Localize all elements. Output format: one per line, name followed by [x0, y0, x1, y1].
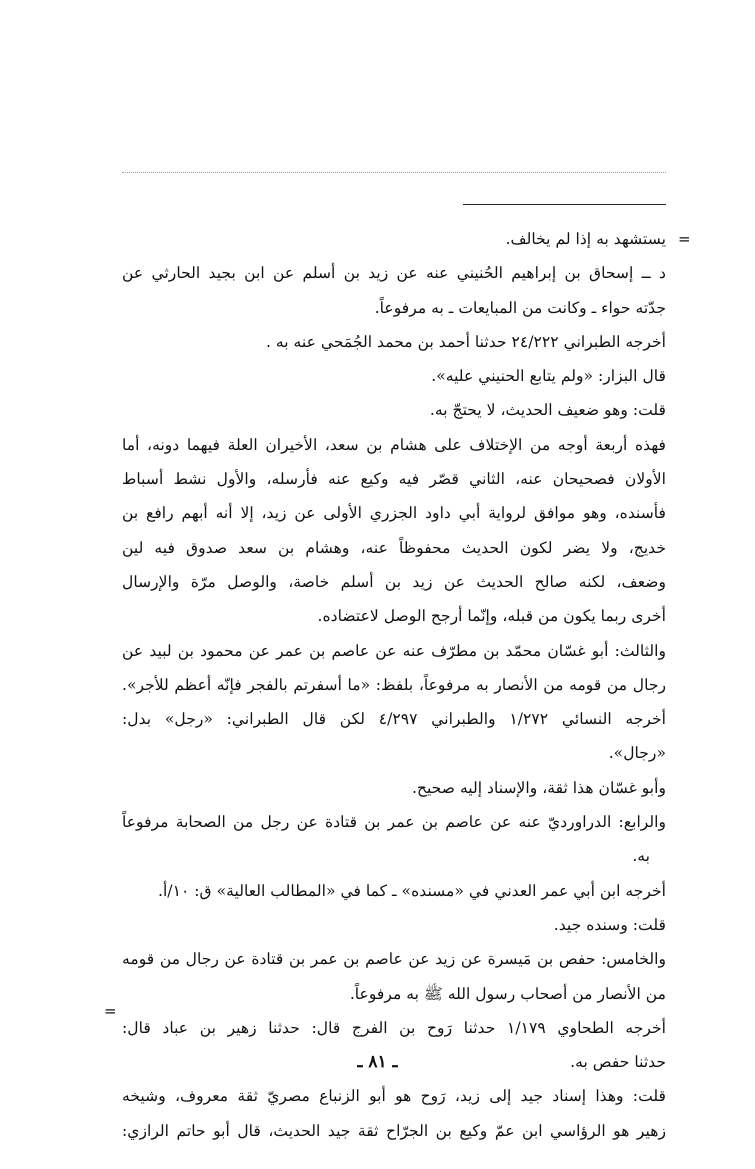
- text-line-24: أخرجه الطحاوي ١/١٧٩ حدثنا رَوح بن الفرج قال: حدثنا زهير بن عباد قال:: [122, 1018, 666, 1037]
- continuation-mark-start: =: [678, 230, 691, 248]
- text-line-18: والرابع: الدراورديّ عنه عن عاصم بن عمر بن قتادة عن رجل من الصحابة مرفوعاً: [122, 813, 666, 832]
- text-line-4: أخرجه الطبراني ٢٤/٢٢٢ حدثنا أحمد بن محمد الجُمَحي عنه به .: [265, 332, 666, 351]
- page-number: ـ ٨١ ـ: [357, 1052, 398, 1072]
- text-line-6: قلت: وهو ضعيف الحديث، لا يحتجّ به.: [429, 401, 666, 420]
- text-line-25: حدثنا حفص به.: [570, 1053, 666, 1072]
- text-line-22: والخامس: حفص بن مَيسرة عن زيد عن عاصم بن عمر بن قتادة عن رجال من قومه: [122, 950, 666, 969]
- text-line-21: قلت: وسنده جيد.: [553, 915, 666, 934]
- text-line-9: فأسنده، وهو موافق لرواية أبي داود الجزري الأولى عن زيد، إلا أنه أبهم رافع بن: [122, 504, 666, 523]
- text-line-17: وأبو غسّان هذا ثقة، والإسناد إليه صحيح.: [411, 778, 666, 797]
- footnote-text-block: [122, 222, 666, 1148]
- text-line-3: جدّته حواء ـ وكانت من المبايعات ـ به مرفوعاً.: [374, 298, 666, 317]
- text-line-19: به.: [632, 847, 650, 866]
- text-line-26: قلت: وهذا إسناد جيد إلى زيد، رَوح هو أبو الزنباع مصريّ ثقة معروف، وشيخه: [122, 1087, 666, 1106]
- text-line-2: د ــ إسحاق بن إبراهيم الحُنيني عنه عن زيد بن أسلم عن ابن بجيد الحارثي عن: [122, 264, 666, 283]
- text-line-7: فهذه أربعة أوجه من الإختلاف على هشام بن سعد، الأخيران العلة فيهما دونه، أما: [122, 435, 666, 454]
- text-line-13: والثالث: أبو غسّان محمّد بن مطرّف عنه عن عاصم بن عمر عن محمود بن لبيد عن: [122, 641, 666, 660]
- text-line-5: قال البزار: «ولم يتابع الحنيني عليه».: [431, 367, 666, 386]
- text-line-10: خديج، ولا يضر لكون الحديث محفوظاً عنه، وهشام بن سعد صدوق فيه لين: [122, 538, 666, 557]
- text-line-8: الأولان فصحيحان عنه، الثاني قصّر فيه وكيع عنه فأرسله، والأول نشط أسباط: [122, 470, 666, 489]
- text-line-14: رجال من قومه من الأنصار به مرفوعاً، بلفظ: «ما أسفرتم بالفجر فإنّه أعظم للأجر».: [122, 675, 666, 694]
- text-line-11: وضعف، لكنه صالح الحديث عن زيد بن أسلم خاصة، والوصل مرّة والإرسال: [122, 572, 666, 591]
- text-line-23: من الأنصار من أصحاب رسول الله ﷺ به مرفوعاً.: [349, 984, 666, 1003]
- text-line-15: أخرجه النسائي ١/٢٧٢ والطبراني ٤/٢٩٧ لكن قال الطبراني: «رجل» بدل:: [122, 710, 666, 729]
- footnote-separator-rule: [463, 204, 666, 205]
- text-line-20: أخرجه ابن أبي عمر العدني في «مسنده» ـ كما في «المطالب العالية» ق: ١٠/أ.: [158, 881, 666, 900]
- text-line-12: أخرى ربما يكون من قبله، وإنّما أرجح الوصل لاعتضاده.: [317, 607, 666, 626]
- continuation-mark-end: =: [104, 1002, 117, 1020]
- text-line-16: «رجال».: [608, 744, 666, 763]
- text-line-1: يستشهد به إذا لم يخالف.: [505, 230, 666, 248]
- text-line-27: زهير هو الرؤاسي ابن عمّ وكيع بن الجرّاح ثقة جيد الحديث، قال أبو حاتم الرازي:: [122, 1121, 666, 1140]
- header-dotted-divider: [122, 172, 666, 173]
